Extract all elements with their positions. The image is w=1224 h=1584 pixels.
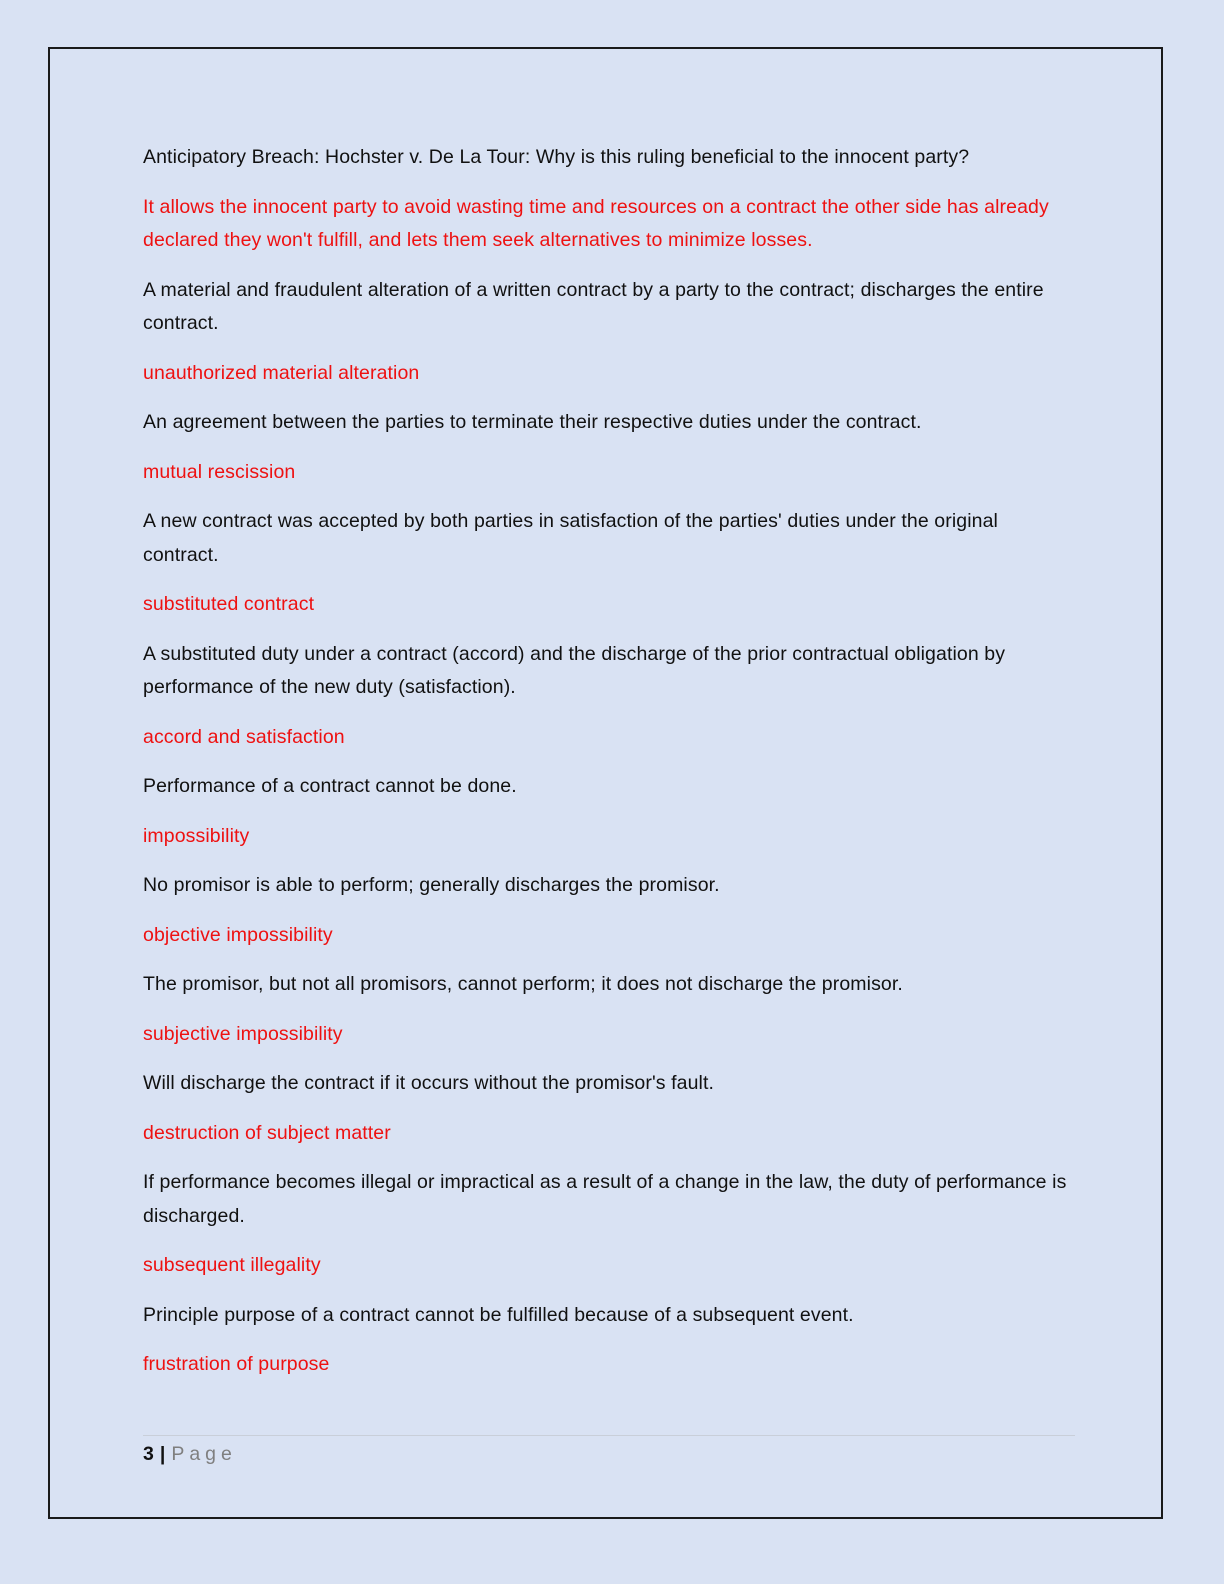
document-body [143,141,1078,1398]
question-text: Principle purpose of a contract cannot be fulfilled because of a subsequent event. [143,1303,854,1326]
answer-text: frustration of purpose [143,1353,330,1375]
page-footer [143,1440,237,1468]
answer-text: subjective impossibility [143,1022,343,1045]
answer-text: accord and satisfaction [143,725,345,748]
question-text: Anticipatory Breach: Hochster v. De La Tour: Why is this ruling beneficial to the innocent party? [143,146,970,168]
answer-text: destruction of subject matter [143,1121,391,1144]
answer-text: unauthorized material alteration [143,361,420,384]
question-text: An agreement between the parties to terminate their respective duties under the contract. [143,411,922,433]
page-number: 3 [143,1443,154,1465]
answer-text: substituted contract [143,593,315,615]
question-text: The promisor, but not all promisors, cannot perform; it does not discharge the promisor. [143,973,903,995]
page-label: Page [171,1443,237,1465]
answer-text: subsequent illegality [143,1254,321,1276]
question-text: A material and fraudulent alteration of a written contract by a party to the contract; discharges the entire contract. [143,278,1044,334]
answer-text: objective impossibility [143,923,333,946]
footer-separator: | [159,1443,166,1465]
question-text: If performance becomes illegal or impractical as a result of a change in the law, the duty of performance is discharged. [143,1171,1067,1227]
footer-divider [143,1435,1075,1436]
question-text: Will discharge the contract if it occurs without the promisor's fault. [143,1072,715,1094]
question-text: A substituted duty under a contract (accord) and the discharge of the prior contractual obligation by performance of the new duty (satisfaction). [143,642,1006,698]
answer-text: mutual rescission [143,460,296,483]
answer-text: It allows the innocent party to avoid wasting time and resources on a contract the other side has already declared they won't fulfill, and lets them seek alternatives to minimize losses. [143,195,1049,251]
question-text: Performance of a contract cannot be done. [143,775,517,797]
answer-text: impossibility [143,824,250,847]
question-text: A new contract was accepted by both parties in satisfaction of the parties' duties under the original contract. [143,510,998,566]
question-text: No promisor is able to perform; generally discharges the promisor. [143,874,720,896]
